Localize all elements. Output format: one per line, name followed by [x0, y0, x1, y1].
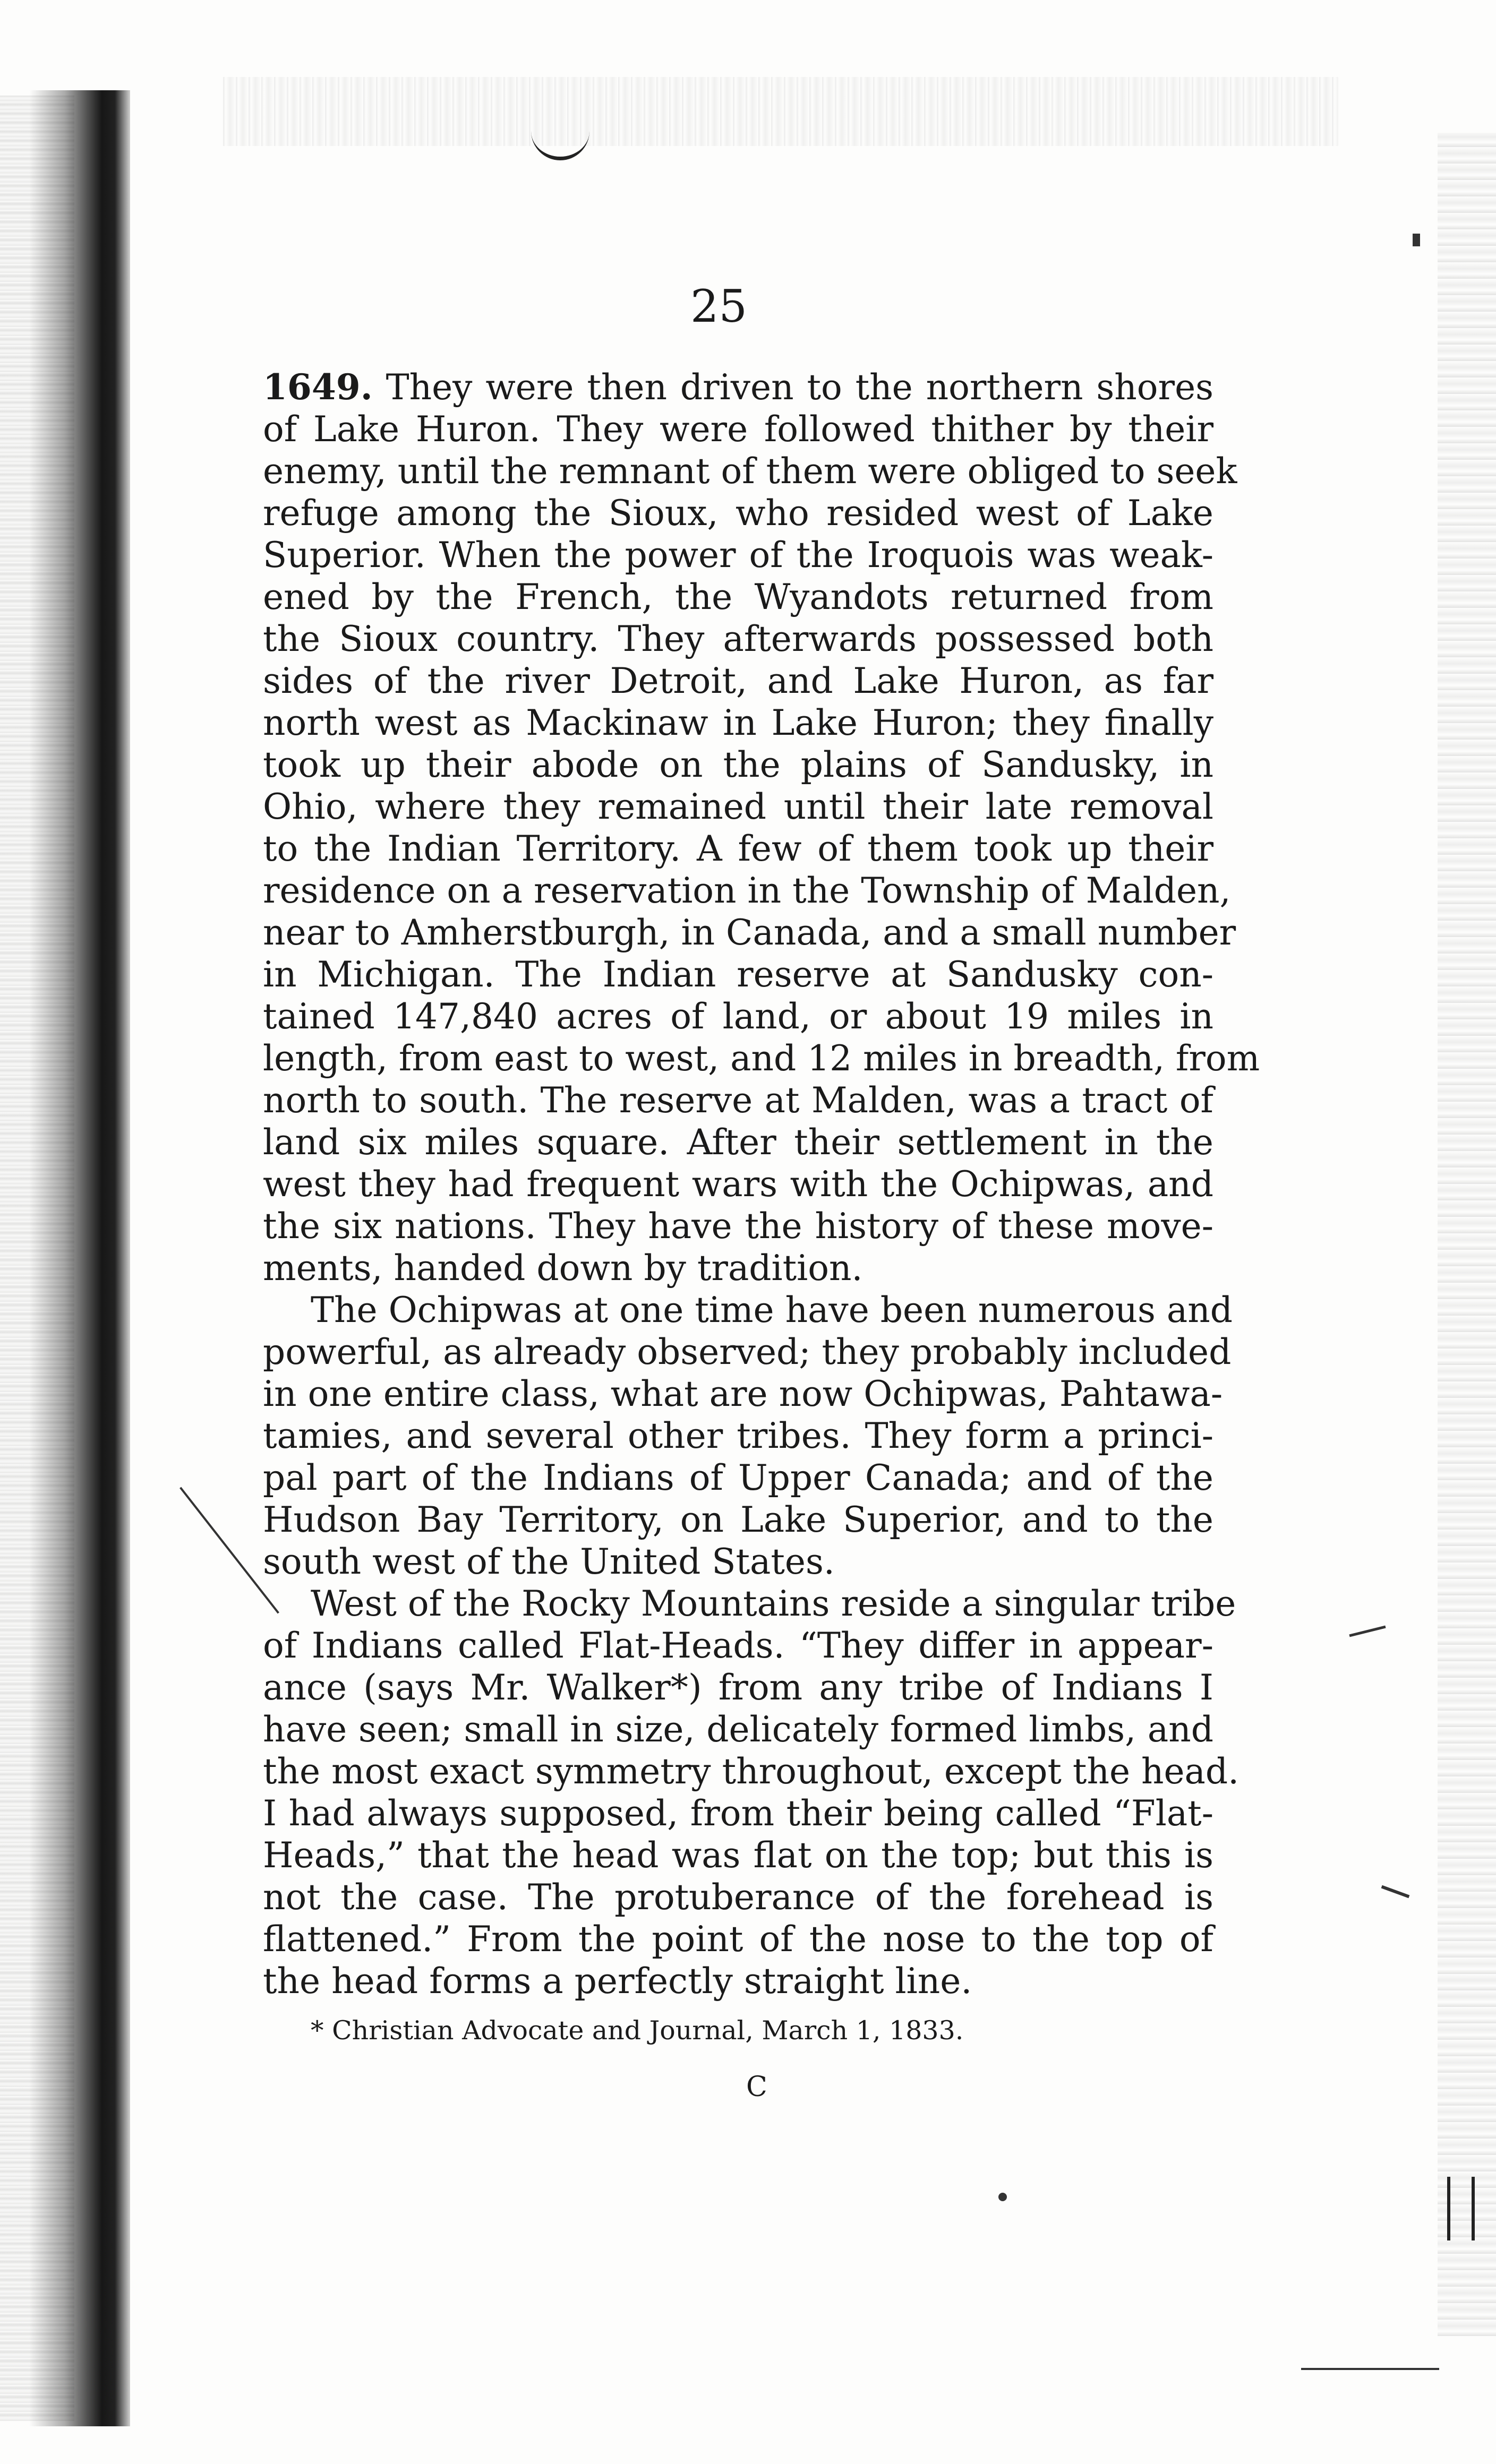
text-line: north to south. The reserve at Malden, was a tract of	[263, 1080, 1213, 1121]
right-edge-bracket-mark	[1447, 2177, 1475, 2240]
footnote: * Christian Advocate and Journal, March 1, 1833.	[311, 2015, 964, 2046]
text-line: north west as Mackinaw in Lake Huron; they finally	[263, 702, 1213, 743]
text-line: west they had frequent wars with the Ochipwas, and	[263, 1164, 1213, 1205]
text-line: Ohio, where they remained until their late removal	[263, 786, 1213, 827]
text-line: pal part of the Indians of Upper Canada; and of the	[263, 1457, 1213, 1498]
text-line: ened by the French, the Wyandots returned from	[263, 577, 1213, 617]
text-line: the most exact symmetry throughout, except the head.	[263, 1751, 1239, 1792]
stray-mark	[1381, 1885, 1410, 1898]
page-number: 25	[690, 280, 747, 332]
text-line: in one entire class, what are now Ochipwas, Pahtawa-	[263, 1373, 1223, 1414]
text-line: ments, handed down by tradition.	[263, 1248, 863, 1289]
text-line: took up their abode on the plains of Sandusky, in	[263, 744, 1213, 785]
text-line: the Sioux country. They afterwards possessed both	[263, 619, 1213, 659]
text-line: the head forms a perfectly straight line.	[263, 1961, 972, 2002]
text-line: tained 147,840 acres of land, or about 19 miles in	[263, 996, 1213, 1037]
text-line: residence on a reservation in the Township of Malden,	[263, 870, 1231, 911]
text-line: Superior. When the power of the Iroquois was weak-	[263, 535, 1213, 576]
top-curve-mark	[531, 127, 589, 160]
stray-mark	[998, 2193, 1007, 2201]
text-line: the six nations. They have the history of these move-	[263, 1206, 1213, 1247]
text-line: not the case. The protuberance of the forehead is	[263, 1877, 1213, 1918]
text-line: The Ochipwas at one time have been numerous and	[311, 1290, 1233, 1330]
signature-mark: C	[746, 2071, 767, 2103]
stray-mark	[1349, 1626, 1386, 1637]
text-line: Heads,” that the head was flat on the top; but this is	[263, 1835, 1213, 1876]
text-line: I had always supposed, from their being called “Flat-	[263, 1793, 1213, 1834]
top-scan-smudge	[223, 77, 1338, 146]
text-line: to the Indian Territory. A few of them took up their	[263, 828, 1213, 869]
stray-mark	[1301, 2368, 1439, 2370]
stray-mark	[1413, 234, 1420, 246]
text-line: south west of the United States.	[263, 1541, 835, 1582]
body-text	[263, 366, 1260, 2002]
text-line: enemy, until the remnant of them were obliged to seek	[263, 451, 1237, 492]
text-line: sides of the river Detroit, and Lake Huron, as far	[263, 660, 1213, 701]
binding-texture	[0, 96, 74, 2421]
text-line: tamies, and several other tribes. They form a princi-	[263, 1415, 1213, 1456]
text-line: refuge among the Sioux, who resided west of Lake	[263, 493, 1213, 534]
text-line: powerful, as already observed; they probably included	[263, 1332, 1232, 1372]
text-line: 1649. They were then driven to the northern shores	[263, 366, 1213, 408]
text-line: in Michigan. The Indian reserve at Sandusky con-	[263, 954, 1213, 995]
text-line: of Lake Huron. They were followed thither by their	[263, 409, 1213, 450]
text-line: Hudson Bay Territory, on Lake Superior, and to the	[263, 1499, 1213, 1540]
right-edge-speckle	[1438, 133, 1496, 2336]
text-line: have seen; small in size, delicately formed limbs, and	[263, 1709, 1213, 1750]
text-line: land six miles square. After their settlement in the	[263, 1122, 1213, 1163]
text-line: of Indians called Flat-Heads. “They differ in appear-	[263, 1625, 1213, 1666]
text-line: West of the Rocky Mountains reside a singular tribe	[311, 1583, 1236, 1624]
text-line: length, from east to west, and 12 miles in breadth, from	[263, 1038, 1260, 1079]
text-line: ance (says Mr. Walker*) from any tribe of Indians I	[263, 1667, 1213, 1708]
text-line: near to Amherstburgh, in Canada, and a small number	[263, 912, 1236, 953]
text-line: flattened.” From the point of the nose to the top of	[263, 1919, 1213, 1960]
year-marker: 1649.	[263, 366, 373, 408]
